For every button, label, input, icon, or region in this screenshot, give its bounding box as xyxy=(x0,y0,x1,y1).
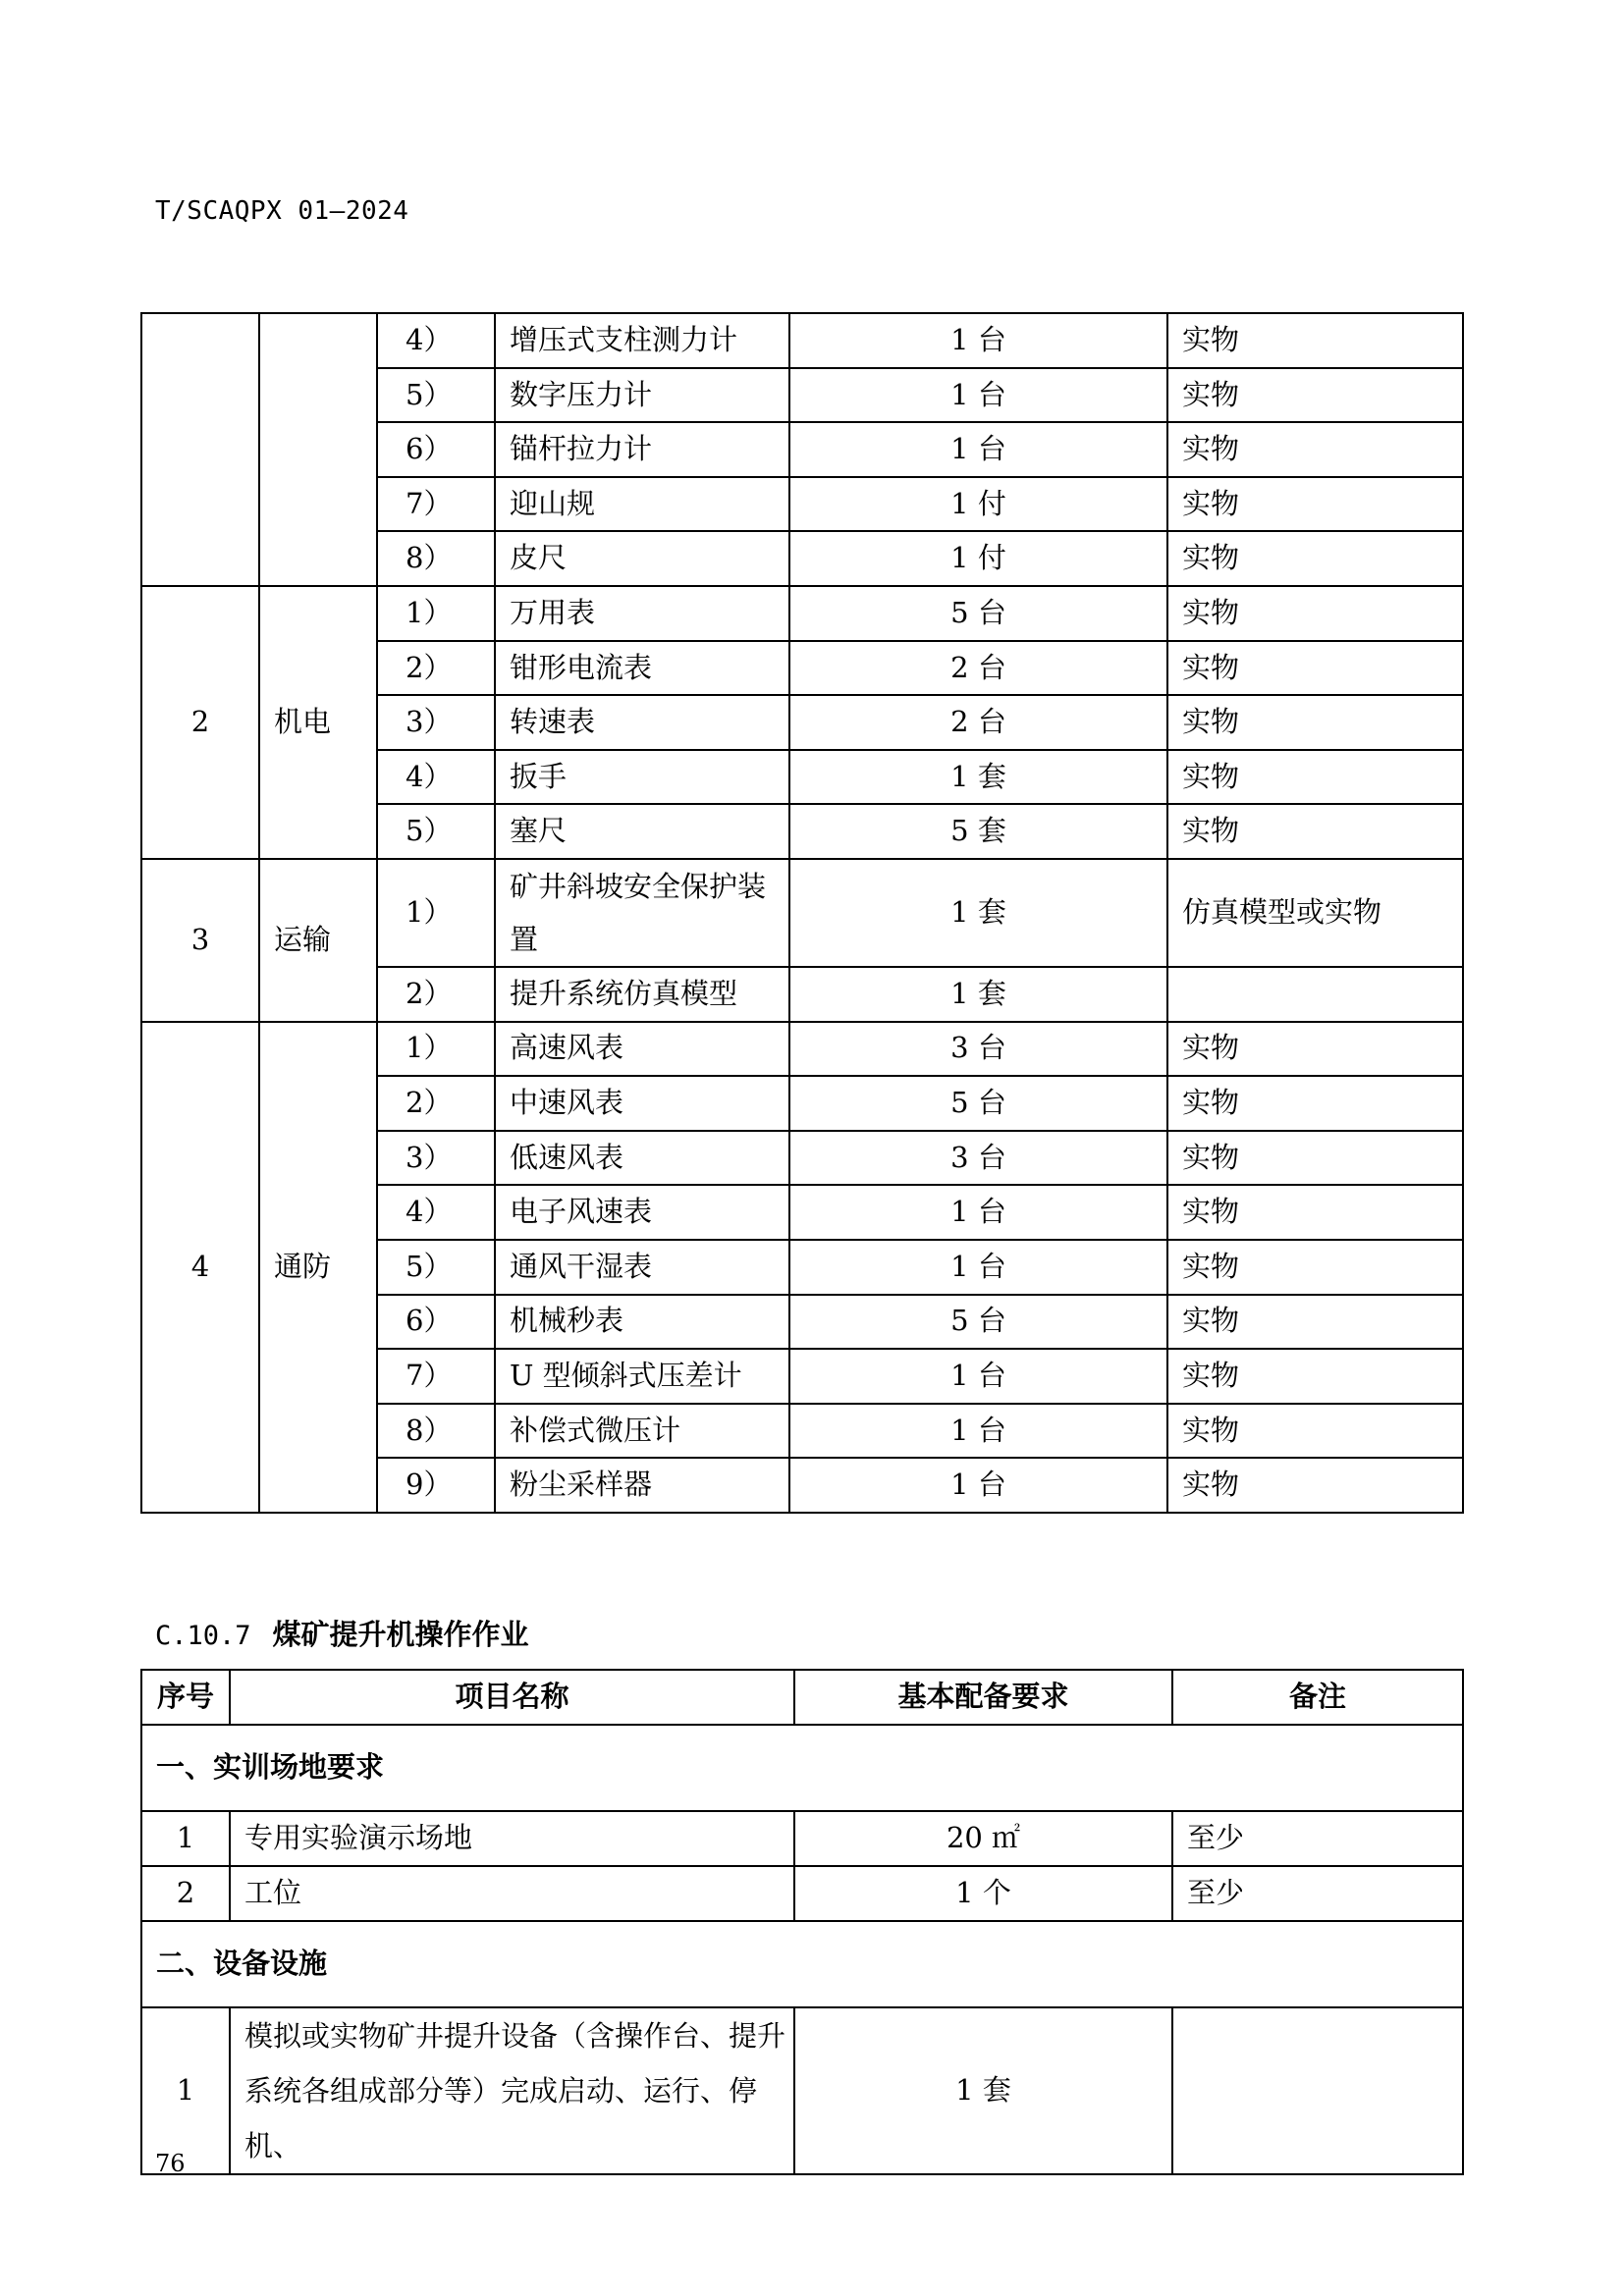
item-quantity: 1 台 xyxy=(789,1185,1167,1240)
item-name: 皮尺 xyxy=(495,531,789,586)
item-note: 实物 xyxy=(1167,804,1463,859)
cell-no: 1 xyxy=(141,1811,230,1866)
item-index: 1） xyxy=(377,1022,495,1077)
item-quantity: 1 套 xyxy=(789,859,1167,967)
item-quantity: 2 台 xyxy=(789,695,1167,750)
item-name: 数字压力计 xyxy=(495,368,789,423)
section-row xyxy=(141,1725,1463,1811)
group-number: 2 xyxy=(141,586,259,859)
requirements-table xyxy=(140,1669,1464,2175)
item-index: 9） xyxy=(377,1458,495,1513)
item-note: 实物 xyxy=(1167,477,1463,532)
item-quantity: 1 台 xyxy=(789,1349,1167,1404)
item-index: 3） xyxy=(377,1131,495,1186)
item-note: 实物 xyxy=(1167,1349,1463,1404)
item-quantity: 1 台 xyxy=(789,368,1167,423)
item-name: 补偿式微压计 xyxy=(495,1404,789,1459)
item-name: 转速表 xyxy=(495,695,789,750)
header-requirement: 基本配备要求 xyxy=(794,1670,1172,1725)
item-index: 4） xyxy=(377,1185,495,1240)
item-quantity: 1 套 xyxy=(789,750,1167,805)
item-index: 1） xyxy=(377,586,495,641)
item-quantity: 1 付 xyxy=(789,477,1167,532)
item-note: 实物 xyxy=(1167,1022,1463,1077)
item-index: 4） xyxy=(377,313,495,368)
item-note: 实物 xyxy=(1167,695,1463,750)
item-note xyxy=(1167,967,1463,1022)
item-quantity: 1 台 xyxy=(789,1458,1167,1513)
item-index: 6） xyxy=(377,1295,495,1350)
item-name: 机械秒表 xyxy=(495,1295,789,1350)
item-quantity: 5 台 xyxy=(789,1076,1167,1131)
item-name: 钳形电流表 xyxy=(495,641,789,696)
table-row xyxy=(141,313,1463,368)
cell-note xyxy=(1172,2007,1463,2174)
item-quantity: 1 套 xyxy=(789,967,1167,1022)
item-note: 仿真模型或实物 xyxy=(1167,859,1463,967)
item-name: 塞尺 xyxy=(495,804,789,859)
item-index: 3） xyxy=(377,695,495,750)
item-note: 实物 xyxy=(1167,1458,1463,1513)
item-note: 实物 xyxy=(1167,1404,1463,1459)
cell-name: 专用实验演示场地 xyxy=(230,1811,794,1866)
section-heading-site: 一、实训场地要求 xyxy=(141,1725,1463,1811)
group-name xyxy=(259,313,377,586)
item-index: 2） xyxy=(377,967,495,1022)
cell-no: 2 xyxy=(141,1866,230,1921)
item-quantity: 5 台 xyxy=(789,1295,1167,1350)
item-name: 提升系统仿真模型 xyxy=(495,967,789,1022)
table-row xyxy=(141,586,1463,641)
table-row xyxy=(141,859,1463,967)
item-quantity: 5 台 xyxy=(789,586,1167,641)
header-note: 备注 xyxy=(1172,1670,1463,1725)
table-header-row xyxy=(141,1670,1463,1725)
item-quantity: 1 付 xyxy=(789,531,1167,586)
item-quantity: 1 台 xyxy=(789,422,1167,477)
item-index: 8） xyxy=(377,531,495,586)
section-name: 煤矿提升机操作作业 xyxy=(272,1618,529,1651)
cell-name: 工位 xyxy=(230,1866,794,1921)
item-index: 5） xyxy=(377,368,495,423)
item-index: 7） xyxy=(377,477,495,532)
item-note: 实物 xyxy=(1167,1295,1463,1350)
item-name: 万用表 xyxy=(495,586,789,641)
item-name: 低速风表 xyxy=(495,1131,789,1186)
item-index: 8） xyxy=(377,1404,495,1459)
group-name: 通防 xyxy=(259,1022,377,1513)
page-number: 76 xyxy=(155,2150,186,2177)
item-name: 粉尘采样器 xyxy=(495,1458,789,1513)
header-name: 项目名称 xyxy=(230,1670,794,1725)
group-number xyxy=(141,313,259,586)
section-number: C.10.7 xyxy=(155,1621,251,1651)
item-index: 5） xyxy=(377,1240,495,1295)
item-index: 2） xyxy=(377,641,495,696)
table-row xyxy=(141,2007,1463,2174)
item-name: 锚杆拉力计 xyxy=(495,422,789,477)
item-index: 5） xyxy=(377,804,495,859)
item-index: 7） xyxy=(377,1349,495,1404)
item-name: 迎山规 xyxy=(495,477,789,532)
document-id: T/SCAQPX 01—2024 xyxy=(155,196,409,226)
section-title xyxy=(155,1613,529,1653)
cell-requirement: 20 ㎡ xyxy=(794,1811,1172,1866)
item-note: 实物 xyxy=(1167,422,1463,477)
item-note: 实物 xyxy=(1167,586,1463,641)
item-quantity: 3 台 xyxy=(789,1022,1167,1077)
item-note: 实物 xyxy=(1167,313,1463,368)
item-name: 扳手 xyxy=(495,750,789,805)
item-index: 6） xyxy=(377,422,495,477)
cell-requirement: 1 个 xyxy=(794,1866,1172,1921)
item-index: 1） xyxy=(377,859,495,967)
table-row xyxy=(141,1022,1463,1077)
item-note: 实物 xyxy=(1167,641,1463,696)
group-number: 3 xyxy=(141,859,259,1022)
item-name: 高速风表 xyxy=(495,1022,789,1077)
item-name: 增压式支柱测力计 xyxy=(495,313,789,368)
cell-note: 至少 xyxy=(1172,1811,1463,1866)
section-row xyxy=(141,1921,1463,2007)
table-row xyxy=(141,1866,1463,1921)
group-name: 机电 xyxy=(259,586,377,859)
item-note: 实物 xyxy=(1167,368,1463,423)
item-name: 通风干湿表 xyxy=(495,1240,789,1295)
item-quantity: 2 台 xyxy=(789,641,1167,696)
item-note: 实物 xyxy=(1167,1076,1463,1131)
item-note: 实物 xyxy=(1167,750,1463,805)
cell-no: 1 xyxy=(141,2007,230,2174)
section-heading-equipment: 二、设备设施 xyxy=(141,1921,1463,2007)
item-quantity: 1 台 xyxy=(789,1404,1167,1459)
cell-note: 至少 xyxy=(1172,1866,1463,1921)
group-name: 运输 xyxy=(259,859,377,1022)
item-quantity: 5 套 xyxy=(789,804,1167,859)
item-note: 实物 xyxy=(1167,1240,1463,1295)
item-quantity: 1 台 xyxy=(789,313,1167,368)
item-note: 实物 xyxy=(1167,1131,1463,1186)
item-name: 矿井斜坡安全保护装置 xyxy=(495,859,789,967)
item-index: 2） xyxy=(377,1076,495,1131)
item-note: 实物 xyxy=(1167,1185,1463,1240)
item-quantity: 1 台 xyxy=(789,1240,1167,1295)
item-name: 中速风表 xyxy=(495,1076,789,1131)
table-row xyxy=(141,1811,1463,1866)
item-name: 电子风速表 xyxy=(495,1185,789,1240)
cell-requirement: 1 套 xyxy=(794,2007,1172,2174)
group-number: 4 xyxy=(141,1022,259,1513)
item-index: 4） xyxy=(377,750,495,805)
item-note: 实物 xyxy=(1167,531,1463,586)
cell-name: 模拟或实物矿井提升设备（含操作台、提升系统各组成部分等）完成启动、运行、停机、 xyxy=(230,2007,794,2174)
item-name: U 型倾斜式压差计 xyxy=(495,1349,789,1404)
header-no: 序号 xyxy=(141,1670,230,1725)
item-quantity: 3 台 xyxy=(789,1131,1167,1186)
equipment-table xyxy=(140,312,1464,1514)
